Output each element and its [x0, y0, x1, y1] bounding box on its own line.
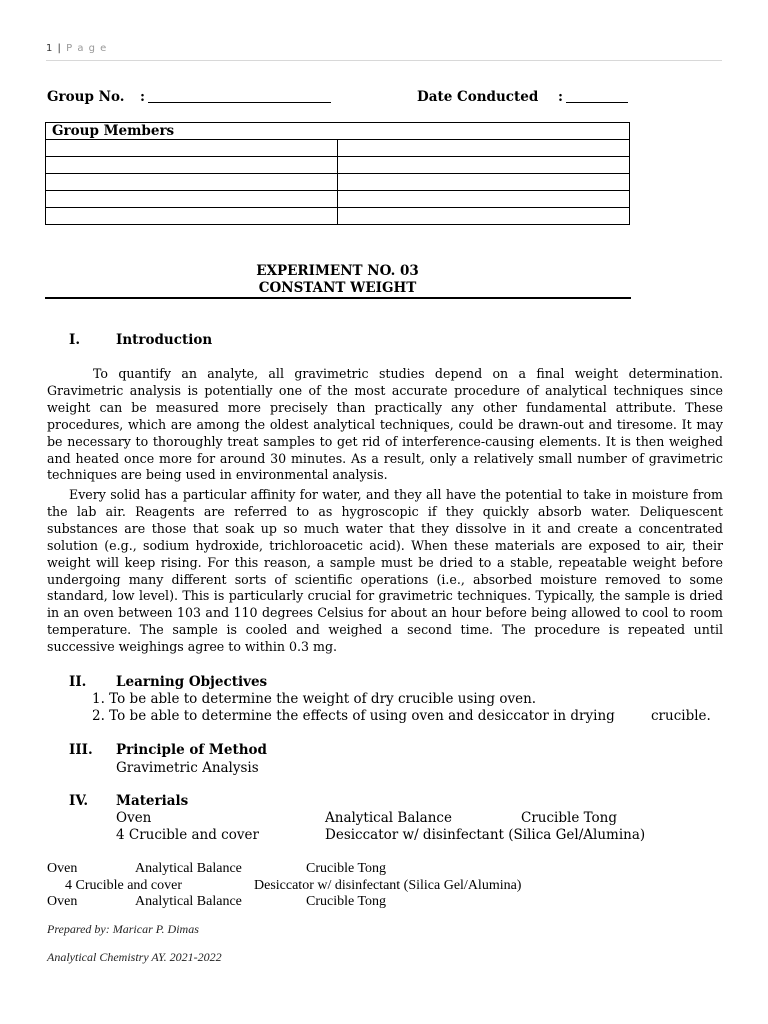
header-divider	[46, 60, 722, 61]
page-separator: |	[53, 43, 67, 54]
member-cell[interactable]	[338, 191, 630, 208]
section-4-title: Materials	[116, 793, 189, 809]
material-desiccator: Desiccator w/ disinfectant (Silica Gel/Alumina)	[325, 827, 646, 843]
section-4-number: IV.	[69, 793, 89, 809]
overflow-crucible: 4 Crucible and cover	[65, 878, 183, 893]
member-cell[interactable]	[338, 157, 630, 174]
section-1-title: Introduction	[116, 332, 213, 348]
group-members-table	[45, 122, 630, 225]
group-no-field[interactable]	[148, 89, 331, 103]
member-cell[interactable]	[46, 208, 338, 225]
member-cell[interactable]	[46, 157, 338, 174]
section-2-title: Learning Objectives	[116, 674, 268, 690]
page-header	[46, 43, 107, 54]
experiment-title: CONSTANT WEIGHT	[258, 280, 417, 296]
objective-2-end: crucible.	[651, 708, 711, 724]
member-cell[interactable]	[338, 140, 630, 157]
member-cell[interactable]	[338, 174, 630, 191]
overflow-balance: Analytical Balance	[135, 861, 242, 876]
material-balance: Analytical Balance	[325, 810, 452, 826]
objective-1: 1. To be able to determine the weight of dry crucible using oven.	[92, 691, 537, 707]
section-1-number: I.	[69, 332, 81, 348]
table-row	[46, 191, 630, 208]
material-crucible: 4 Crucible and cover	[116, 827, 259, 843]
title-rule	[45, 297, 631, 299]
overflow-tong: Crucible Tong	[306, 861, 387, 876]
section-2-number: II.	[69, 674, 87, 690]
overflow-tong-2: Crucible Tong	[306, 894, 387, 909]
member-cell[interactable]	[46, 174, 338, 191]
group-no-label: Group No.	[47, 89, 125, 105]
date-conducted-field[interactable]	[566, 89, 628, 103]
member-cell[interactable]	[46, 140, 338, 157]
table-row	[46, 140, 630, 157]
member-cell[interactable]	[46, 191, 338, 208]
overflow-oven: Oven	[47, 861, 78, 876]
group-no-colon: :	[140, 89, 145, 105]
date-conducted-colon: :	[558, 89, 563, 105]
table-row	[46, 208, 630, 225]
principle-text: Gravimetric Analysis	[116, 760, 259, 776]
intro-paragraph-1: To quantify an analyte, all gravimetric studies depend on a final weight determination. Gravimetric analysis is potentially one of the most accurate procedure of analytical techniques since weight can be measured more precisely than practically any other fundamental attribute. These procedures, which are among the oldest analytical techniques, could be drawn-out and tiresome. It may be necessary to thoroughly treat samples to get rid of interference-causing elements. It is then weighed and heated once more for around 30 minutes. As a result, only a relatively small number of gravimetric techniques are being used in environmental analysis.	[47, 366, 723, 483]
prepared-by: Prepared by: Maricar P. Dimas	[47, 922, 199, 936]
page-word: P a g e	[66, 43, 108, 54]
objective-2: 2. To be able to determine the effects of using oven and desiccator in drying	[92, 708, 615, 724]
date-conducted-label: Date Conducted	[417, 89, 539, 105]
overflow-desiccator: Desiccator w/ disinfectant (Silica Gel/Alumina)	[254, 878, 522, 893]
overflow-oven-2: Oven	[47, 894, 78, 909]
table-row	[46, 174, 630, 191]
member-cell[interactable]	[338, 208, 630, 225]
group-members-header: Group Members	[46, 123, 630, 140]
overflow-balance-2: Analytical Balance	[135, 894, 242, 909]
table-row	[46, 157, 630, 174]
section-3-number: III.	[69, 742, 93, 758]
material-tong: Crucible Tong	[521, 810, 618, 826]
course-year: Analytical Chemistry AY. 2021-2022	[47, 950, 222, 964]
page-number: 1	[46, 43, 54, 54]
experiment-number: EXPERIMENT NO. 03	[256, 263, 419, 279]
intro-paragraph-2: Every solid has a particular affinity for water, and they all have the potential to take in moisture from the lab air. Reagents are referred to as hygroscopic if they quickly absorb water. Deliquescent substances are those that soak up so much water that they dissolve in it and create a concentrated solution (e.g., sodium hydroxide, trichloroacetic acid). When these materials are exposed to air, their weight will keep rising. For this reason, a sample must be dried to a stable, repeatable weight before undergoing many different sorts of scientific operations (i.e., absorbed moisture removed to some standard, low level). This is particularly crucial for gravimetric techniques. Typically, the sample is dried in an oven between 103 and 110 degrees Celsius for about an hour before being allowed to cool to room temperature. The sample is cooled and weighed a second time. The procedure is repeated until successive weighings agree to within 0.3 mg.	[47, 487, 723, 655]
material-oven: Oven	[116, 810, 152, 826]
section-3-title: Principle of Method	[116, 742, 267, 758]
